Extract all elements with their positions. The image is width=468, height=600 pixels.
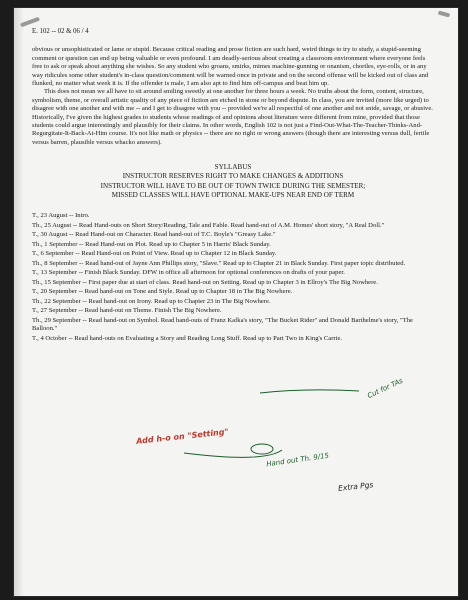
schedule-item: T., 6 September -- Read Hand-out on Point of View. Read up to Chapter 12 in Black Sunday. — [32, 250, 277, 258]
paragraph: obvious or unsophisticated or lame or stupid. Because critical reading and prose fiction are such hard, weird things to try to study, a stupid-seeming comment or question can end up being valuable or even profound. I am deadly-serious about creating a classroom environment where everyone feels free to ask or speak about anything she wishes. So any student who groans, smirks, mimes machine-gunning or onanism, chortles, eye-rolls, or in any way ridicules some other student's in-class question/comment will be warned once in private and on the second offense will be kicked out of class and flunked, no matter what week it is. If the offender is male, I am also apt to find him off-campus and beat him up. — [32, 46, 429, 88]
schedule-item: T., 27 September -- Read hand-out on Theme. Finish The Big Nowhere. — [32, 307, 222, 315]
page-content — [32, 28, 434, 344]
schedule-item: Th., 25 August -- Read Hand-outs on Short Story/Reading, Tale and Fable. Read hand-out of A.M. Homes' short story, "A Real Doll." — [32, 221, 385, 229]
schedule-item: T., 20 September -- Read hand-out on Tone and Style. Read up to Chapter 18 in The Big Nowhere. — [32, 288, 293, 296]
handwritten-note-cut: Cut for TAs — [366, 376, 405, 401]
schedule-list — [32, 212, 434, 343]
paragraph: This does not mean we all have to sit around smiling sweetly at one another for three hours a week. No truths about the form, content, structure, symbolism, theme, or overall artistic quality of any piece of fiction are etched in stone or beyond dispute. In class, you are invited (more like urged) to disagree with one another and with me -- and I get to disagree with you -- provided we're all respectful of one another and not snide, savage, or abusive. Historically, I've given the highest grades to students whose readings of and opinions about literature were different from mine, provided that those students could argue interestingly and plausibly for their claims. In other words, English 102 is not just a Find-Out-What-The-Teacher-Thinks-And-Regurgitate-It-Back-At-Him course. It's not like math or physics -- there are no right or wrong answers (though there are interesting versus dull, fertile versus barren, plausible versus whacko answers). — [32, 88, 433, 146]
underline-mark — [260, 390, 359, 393]
staple-mark — [20, 17, 40, 28]
schedule-item: T., 13 September -- Finish Black Sunday. DFW in office all afternoon for optional conferences on drafts of your paper. — [32, 269, 345, 277]
syllabus-line: MISSED CLASSES WILL HAVE OPTIONAL MAKE-UPS NEAR END OF TERM — [111, 190, 355, 199]
syllabus-line: INSTRUCTOR RESERVES RIGHT TO MAKE CHANGES & ADDITIONS — [122, 172, 344, 181]
syllabus-heading — [32, 163, 434, 200]
handwritten-note-add: Add h-o on "Setting" — [135, 427, 230, 446]
schedule-item: T., 30 August -- Read Hand-out on Character. Read hand-out of T.C. Boyle's "Greasy Lake." — [32, 231, 276, 239]
handwritten-note-extra: Extra Pgs — [337, 480, 374, 493]
syllabus-line: INSTRUCTOR WILL HAVE TO BE OUT OF TOWN TWICE DURING THE SEMESTER; — [100, 181, 366, 190]
arrow-mark — [184, 450, 282, 457]
staple-mark — [438, 11, 451, 18]
syllabus-title: SYLLABUS — [214, 163, 252, 172]
handwritten-note-handout: Hand out Th. 9/15 — [265, 451, 330, 469]
schedule-item: Th., 15 September -- First paper due at start of class. Read hand-out on Setting. Read up to Chapter 3 in Ellroy's The Big Nowhere. — [32, 278, 378, 286]
schedule-item: T., 4 October -- Read hand-outs on Evaluating a Story and Reading Long Stuff. Read up to Part Two in King's Carrie. — [32, 334, 343, 342]
schedule-item: Th., 8 September -- Read hand-out of Jayne Ann Phillips story, "Slave." Read up to Chapter 21 in Black Sunday. First paper topic distributed. — [32, 259, 406, 267]
schedule-item: Th., 29 September -- Read hand-out on Symbol. Read hand-outs of Franz Kafka's story, "The Bucket Rider" and Donald Barthelme's story, "The Balloon." — [32, 316, 413, 332]
page-header: E. 102 -- 02 & 06 / 4 — [32, 28, 89, 35]
schedule-item: T., 23 August -- Intro. — [32, 212, 90, 220]
schedule-item: Th., 22 September -- Read hand-out on Irony. Read up to Chapter 23 in The Big Nowhere. — [32, 297, 271, 305]
scanned-page — [14, 8, 458, 596]
circle-mark — [251, 444, 273, 454]
schedule-item: Th., 1 September -- Read Hand-out on Plot. Read up to Chapter 5 in Harris' Black Sunday. — [32, 240, 271, 248]
